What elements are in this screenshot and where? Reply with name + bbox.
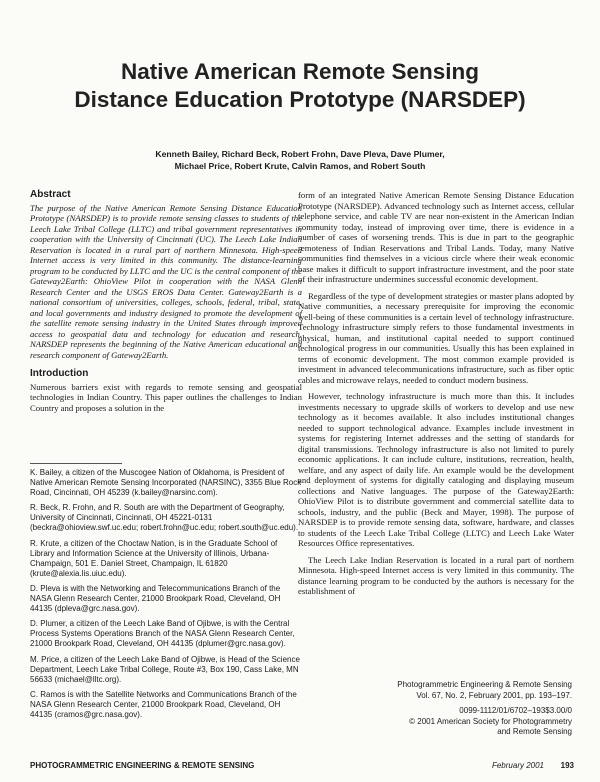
footer-journal-name: PHOTOGRAMMETRIC ENGINEERING & REMOTE SENSING: [30, 761, 255, 770]
citation-journal: Photogrammetric Engineering & Remote Sensing: [397, 680, 572, 689]
affiliation-note: M. Price, a citizen of the Leech Lake Band of Ojibwe, is Head of the Science Department, Leech Lake Tribal College, Route #3, Box 190, Cass Lake, MN 56633 (michael@lltc.org).: [30, 654, 300, 684]
page-footer: [30, 761, 574, 773]
citation-copyright: © 2001 American Society for Photogrammetry: [409, 716, 572, 726]
page-number: 193: [560, 761, 574, 770]
footer-date: February 2001: [491, 761, 544, 770]
author-affiliations: [30, 468, 302, 725]
journal-citation: [340, 680, 572, 738]
citation-volume: Vol. 67, No. 2, February 2001, pp. 193–197.: [416, 690, 572, 700]
affiliation-note: R. Krute, a citizen of the Choctaw Nation, is in the Graduate School of Library and Information Science at the University of Illinois, Urbana-Champaign, 501 E. Daniel Street, Champaign, IL 61820 (krute@alexia.lis.uiuc.edu).: [30, 538, 278, 578]
left-column: [30, 190, 302, 413]
author-list: [0, 149, 600, 172]
authors-line-1: Kenneth Bailey, Richard Beck, Robert Frohn, Dave Pleva, Dave Plumer,: [155, 149, 445, 159]
introduction-text: Numerous barriers exist with regards to remote sensing and geospatial technologies in Indian Country. This paper outlines the challenges to Indian Country and proposes a solution in the: [30, 381, 302, 413]
abstract-text: The purpose of the Native American Remote Sensing Distance Education Prototype (NARSDEP) is to provide remote sensing classes to students of the Leech Lake Tribal College (LLTC) and tribal government representatives in cooperation with the University of Cincinnati (UC). The Leech Lake Indian Reservation is located in a rural part of northern Minnesota. High-speed Internet access is very limited in this community. The distance-learning program to be conducted by LLTC and the UC is the central component of the Gateway2Earth: OhioView Pilot in cooperation with the NASA Glenn Research Center and the USGS EROS Data Center. Gateway2Earth is a national consortium of universities, colleges, schools, federal, tribal, state, and local governments and industry designed to promote the development of the satellite remote sensing industry in the United States through improved access to geospatial data and technology for education and research. NARSDEP represents the beginning of the Native American educational and research component of Gateway2Earth.: [30, 202, 302, 360]
body-paragraph: However, technology infrastructure is much more than this. It includes investments necessary to upgrade skills of workers to develop and use new technology as it becomes available. It also includes institutional changes needed to support technological advance. Examples include investment in systems for registering Internet addresses and the setting of standards for digital transmissions. Technology infrastructure is also not limited to purely economic applications. It can include culture, institutions, recreation, health, welfare, and any aspect of daily life. An example would be the development and deployment of systems for digitally cataloging and displaying museum collections and Native languages. The purpose of the Gateway2Earth: OhioView Pilot is to distribute government and commercial satellite data to schools, industry, and the public (Beck and Mayer, 1998). The purpose of NARSDEP is to provide remote sensing data, software, hardware, and classes to students of the Leech Lake Tribal College (LLTC) and Leech Lake Water Resources Office representatives.: [298, 391, 574, 548]
citation-issn: 0099-1112/01/6702–193$3.00/0: [459, 706, 572, 715]
authors-line-2: Michael Price, Robert Krute, Calvin Ramos, and Robert South: [174, 160, 426, 171]
affiliation-note: C. Ramos is with the Satellite Networks and Communications Branch of the NASA Glenn Research Center, 21000 Brookpark Road, Cleveland, OH 44135 (cramos@grc.nasa.gov).: [30, 689, 297, 719]
body-paragraph: The Leech Lake Indian Reservation is located in a rural part of northern Minnesota. High-speed Internet access is very limited in this community. The distance learning program to be conducted by the authors is necessary for the establishment of: [298, 554, 574, 596]
affiliation-note: D. Plumer, a citizen of the Leech Lake Band of Ojibwe, is with the Central Process Systems Operations Branch of the NASA Glenn Research Center, 21000 Brookpark Road, Cleveland, OH 44135 (dplumer@grc.nasa.gov).: [30, 619, 295, 649]
right-column: [298, 190, 574, 597]
paper-title: [0, 58, 600, 114]
citation-copyright-cont: and Remote Sensing: [497, 727, 572, 736]
affiliation-note: R. Beck, R. Frohn, and R. South are with the Department of Geography, University of Cincinnati, Cincinnati, OH 45221-0131 (beckra@ohioview.swf.uc.edu; robert.frohn@uc.edu; robert.south@uc.edu).: [30, 503, 299, 533]
affiliation-note: D. Pleva is with the Networking and Telecommunications Branch of the NASA Glenn Research Center, 21000 Brookpark Road, Cleveland, OH 44135 (dpleva@grc.nasa.gov).: [30, 583, 281, 614]
body-paragraph: form of an integrated Native American Remote Sensing Distance Education Prototype (NARSDEP). Advanced technology such as Internet access, cellular telephone service, and cable TV are near non-existent in the American Indian community today, instead of improving over time, there is evidence in a number of cases of worsening trends. This is due in part to the geographic remoteness of Indian Reservations and Tribal Lands. Today, many Native communities find themselves in a vicious circle where their weak economic base makes it difficult to support infrastructure investment, and the poor state of their infrastructure undermines successful economic development.: [298, 190, 574, 284]
body-paragraph: Regardless of the type of development strategies or master plans adopted by Native communities, a necessary prerequisite for improving the economic well-being of these communities is a certain level of technology infrastructure. Technology infrastructure simply refers to those fundamental investments in physical, human, and institutional capital needed to support continued technological progress in our communities. Usually this has been explained in terms of economic development. The most common example provided is investment in advanced telecommunications infrastructure, such as fiber optic cables and microwave relays, needed to conduct modern business.: [298, 290, 574, 385]
title-line-2: Distance Education Prototype (NARSDEP): [74, 87, 526, 112]
affiliation-note: K. Bailey, a citizen of the Muscogee Nation of Oklahoma, is President of Native American Remote Sensing Incorporated (NARSINC), 3355 Blue Rock Road, Cincinnati, OH 45239 (k.bailey@narsinc.com).: [30, 468, 302, 498]
footnote-divider: [30, 463, 122, 464]
title-line-1: Native American Remote Sensing: [120, 59, 480, 84]
abstract-heading: Abstract: [30, 189, 71, 200]
introduction-heading: Introduction: [30, 368, 89, 379]
